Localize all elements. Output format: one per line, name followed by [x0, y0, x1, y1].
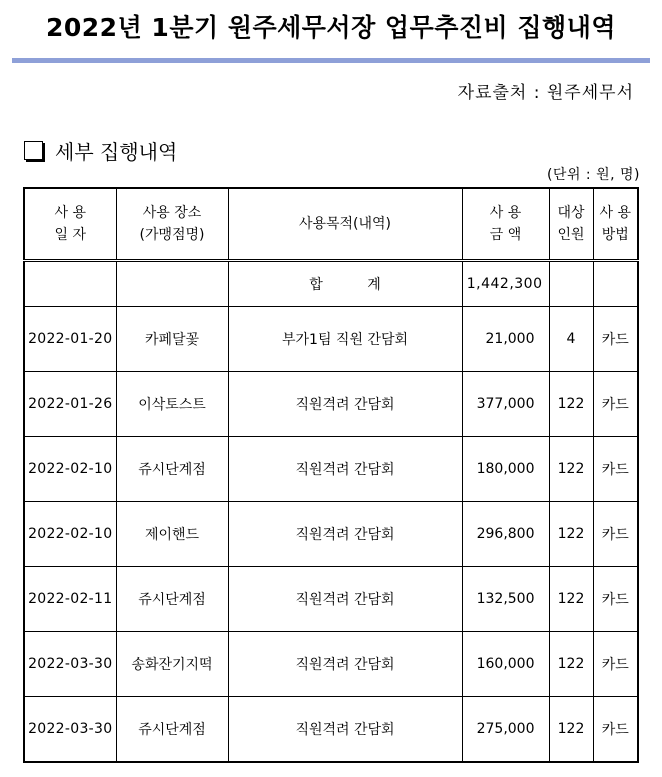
- cell-method: 카드: [593, 437, 638, 502]
- summary-amount: 1,442,300: [462, 261, 549, 307]
- table-row: [24, 437, 638, 502]
- header-place-line1: 사용 장소: [142, 205, 202, 221]
- cell-purpose: 부가1팀 직원 간담회: [228, 307, 462, 372]
- cell-amount: 275,000: [462, 697, 549, 763]
- cell-amount: 377,000: [462, 372, 549, 437]
- header-purpose: [228, 188, 462, 261]
- table-row: [24, 567, 638, 632]
- cell-place: 이삭토스트: [116, 372, 228, 437]
- table-row: [24, 307, 638, 372]
- summary-empty-cell: [549, 261, 593, 307]
- cell-people: 122: [549, 632, 593, 697]
- cell-date: 2022-01-26: [24, 372, 116, 437]
- cell-people: 4: [549, 307, 593, 372]
- cell-place: 카페달꽃: [116, 307, 228, 372]
- table-row: [24, 502, 638, 567]
- table-row: [24, 372, 638, 437]
- cell-date: 2022-02-11: [24, 567, 116, 632]
- cell-purpose: 직원격려 간담회: [228, 632, 462, 697]
- cell-place: 쥬시단계점: [116, 697, 228, 763]
- summary-empty-cell: [593, 261, 638, 307]
- cell-date: 2022-03-30: [24, 632, 116, 697]
- cell-method: 카드: [593, 372, 638, 437]
- header-method-line1: 사 용: [599, 205, 631, 221]
- summary-label: 합 계: [228, 261, 462, 307]
- cell-amount: 296,800: [462, 502, 549, 567]
- unit-note: (단위 : 원, 명): [546, 167, 640, 183]
- table-header-row: [24, 188, 638, 261]
- cell-date: 2022-03-30: [24, 697, 116, 763]
- header-date: [24, 188, 116, 261]
- cell-method: 카드: [593, 632, 638, 697]
- section-heading: [22, 136, 177, 165]
- cell-purpose: 직원격려 간담회: [228, 502, 462, 567]
- cell-amount: 180,000: [462, 437, 549, 502]
- header-place-line2: (가맹점명): [139, 227, 205, 243]
- header-amount-line2: 금 액: [489, 227, 522, 243]
- header-date-line2: 일 자: [54, 227, 86, 243]
- cell-date: 2022-02-10: [24, 437, 116, 502]
- cell-purpose: 직원격려 간담회: [228, 372, 462, 437]
- expense-table: [23, 187, 639, 763]
- cell-date: 2022-02-10: [24, 502, 116, 567]
- cell-method: 카드: [593, 502, 638, 567]
- checkbox-bullet-icon: [24, 141, 43, 160]
- section-heading-label: 세부 집행내역: [55, 140, 178, 164]
- table-row: [24, 697, 638, 763]
- header-people-line2: 인원: [557, 227, 585, 243]
- cell-place: 제이핸드: [116, 502, 228, 567]
- title-underline: [12, 58, 650, 63]
- cell-people: 122: [549, 437, 593, 502]
- summary-empty-cell: [24, 261, 116, 307]
- cell-method: 카드: [593, 697, 638, 763]
- header-amount: [462, 188, 549, 261]
- header-method-line2: 방법: [601, 227, 629, 243]
- summary-row: [24, 261, 638, 307]
- header-amount-line1: 사 용: [489, 205, 522, 221]
- cell-method: 카드: [593, 567, 638, 632]
- header-people: [549, 188, 593, 261]
- page-title: 2022년 1분기 원주세무서장 업무추진비 집행내역: [46, 13, 616, 42]
- cell-method: 카드: [593, 307, 638, 372]
- header-method: [593, 188, 638, 261]
- cell-amount: 132,500: [462, 567, 549, 632]
- cell-purpose: 직원격려 간담회: [228, 697, 462, 763]
- table-row: [24, 632, 638, 697]
- cell-place: 송화잔기지떡: [116, 632, 228, 697]
- cell-amount: 21,000: [462, 307, 549, 372]
- header-purpose-line1: 사용목적(내역): [298, 216, 392, 232]
- cell-purpose: 직원격려 간담회: [228, 437, 462, 502]
- cell-people: 122: [549, 372, 593, 437]
- cell-place: 쥬시단계점: [116, 567, 228, 632]
- header-date-line1: 사 용: [54, 205, 86, 221]
- cell-people: 122: [549, 567, 593, 632]
- cell-place: 쥬시단계점: [116, 437, 228, 502]
- cell-date: 2022-01-20: [24, 307, 116, 372]
- header-people-line1: 대상: [557, 205, 585, 221]
- source-note: 자료출처 : 원주세무서: [457, 83, 634, 103]
- summary-empty-cell: [116, 261, 228, 307]
- cell-people: 122: [549, 697, 593, 763]
- cell-amount: 160,000: [462, 632, 549, 697]
- cell-purpose: 직원격려 간담회: [228, 567, 462, 632]
- header-place: [116, 188, 228, 261]
- cell-people: 122: [549, 502, 593, 567]
